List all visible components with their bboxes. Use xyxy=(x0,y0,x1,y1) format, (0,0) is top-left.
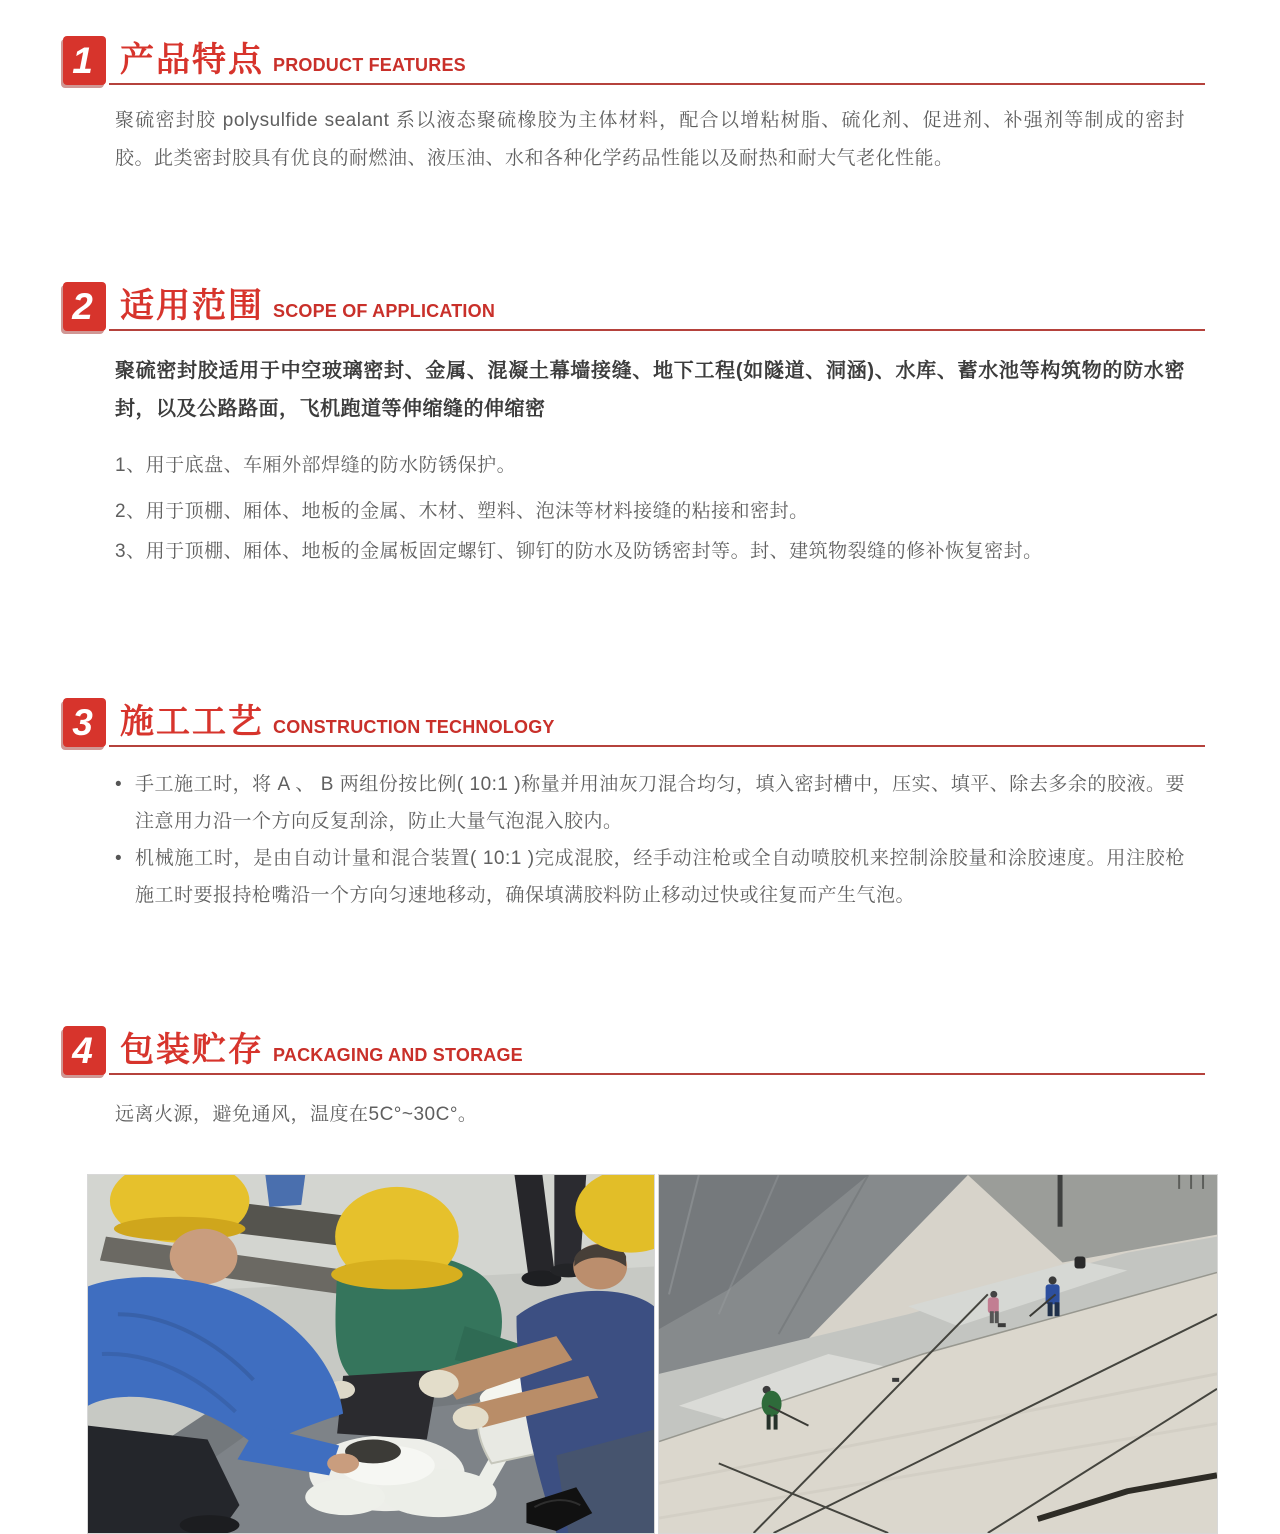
section-number: 2 xyxy=(72,286,93,327)
section-header xyxy=(63,282,1217,334)
section-title-en: PACKAGING AND STORAGE xyxy=(273,1045,523,1065)
header-rule xyxy=(109,1073,1205,1075)
bullet-text: 手工施工时，将 A 、 B 两组份按比例( 10:1 )称量并用油灰刀混合均匀，填入密封槽中，压实、填平、除去多余的胶液。要注意用力沿一个方向反复刮涂，防止大量气泡混入胶内。 xyxy=(135,774,1185,832)
section-title-en: PRODUCT FEATURES xyxy=(273,55,466,75)
section-number-badge xyxy=(63,36,106,85)
section-titles xyxy=(120,698,555,744)
concrete-slope-illustration xyxy=(659,1175,1217,1533)
section-title-zh: 适用范围 xyxy=(120,287,264,325)
section-number-badge xyxy=(63,1026,106,1075)
section-paragraph: 聚硫密封胶 polysulfide sealant 系以液态聚硫橡胶为主体材料，配合以增粘树脂、硫化剂、促进剂、补强剂等制成的密封胶。此类密封胶具有优良的耐燃油、液压油、水和各种化学药品性能以及耐热和耐大气老化性能。 xyxy=(115,110,1185,169)
workers-sealant-illustration xyxy=(88,1175,654,1533)
section-number-badge xyxy=(63,698,106,747)
section-title-zh: 产品特点 xyxy=(120,41,264,79)
section-titles xyxy=(120,1026,523,1072)
section-title-en: CONSTRUCTION TECHNOLOGY xyxy=(273,717,555,737)
section-title-zh: 包装贮存 xyxy=(120,1031,264,1069)
header-rule xyxy=(109,745,1205,747)
section-number-badge xyxy=(63,282,106,331)
list-item: 2、用于顶棚、厢体、地板的金属、木材、塑料、泡沫等材料接缝的粘接和密封。 xyxy=(115,501,809,522)
section-number: 4 xyxy=(72,1030,93,1071)
section-header xyxy=(63,1026,1217,1078)
section-scope-of-application xyxy=(63,282,1217,570)
section-number: 3 xyxy=(72,702,93,743)
section-titles xyxy=(120,282,495,328)
section-title-zh: 施工工艺 xyxy=(120,703,264,741)
bullet-list xyxy=(115,766,1185,914)
bullet-icon: • xyxy=(115,774,123,795)
list-item: 3、用于顶棚、厢体、地板的金属板固定螺钉、铆钉的防水及防锈密封等。封、建筑物裂缝的修补恢复密封。 xyxy=(115,541,1043,562)
bullet-item xyxy=(115,840,1185,914)
list-item: 1、用于底盘、车厢外部焊缝的防水防锈保护。 xyxy=(115,455,517,476)
section-construction-technology xyxy=(63,698,1217,914)
numbered-list xyxy=(115,448,1185,570)
section-number: 1 xyxy=(72,40,93,81)
photo-row xyxy=(87,1174,1218,1534)
section-packaging-and-storage xyxy=(63,1026,1217,1134)
bullet-text: 机械施工时，是由自动计量和混合装置( 10:1 )完成混胶，经手动注枪或全自动喷胶机来控制涂胶量和涂胶速度。用注胶枪施工时要报持枪嘴沿一个方向匀速地移动，确保填满胶料防止移动过快或往复而产生气泡。 xyxy=(135,848,1185,906)
section-product-features xyxy=(63,36,1217,178)
bullet-icon: • xyxy=(115,848,123,869)
section-header xyxy=(63,36,1217,88)
section-paragraph: 远离火源，避免通风，温度在5C°~30C°。 xyxy=(115,1104,478,1125)
lead-paragraph: 聚硫密封胶适用于中空玻璃密封、金属、混凝土幕墙接缝、地下工程(如隧道、洞涵)、水库、蓄水池等构筑物的防水密封，以及公路路面，飞机跑道等伸缩缝的伸缩密 xyxy=(115,360,1185,420)
section-titles xyxy=(120,36,466,82)
header-rule xyxy=(109,83,1205,85)
section-title-en: SCOPE OF APPLICATION xyxy=(273,301,496,321)
header-rule xyxy=(109,329,1205,331)
photo-concrete-slope-sealing xyxy=(658,1174,1218,1534)
photo-workers-applying-sealant xyxy=(87,1174,655,1534)
section-header xyxy=(63,698,1217,750)
bullet-item xyxy=(115,766,1185,840)
